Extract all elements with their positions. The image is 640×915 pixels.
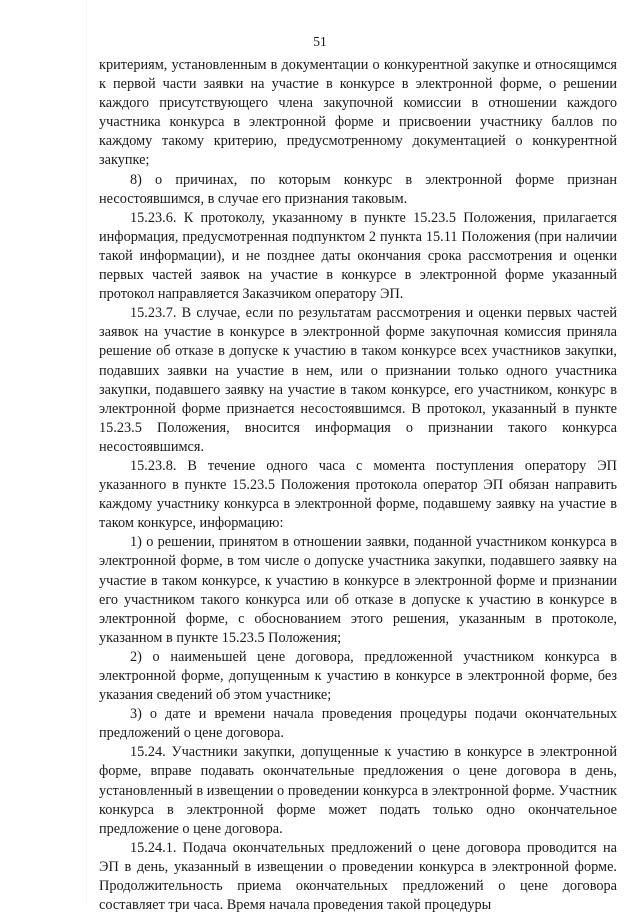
scan-edge-line: [86, 0, 87, 905]
paragraph-15-23-8: 15.23.8. В течение одного часа с момента поступления оператору ЭП указанного в пункте 15.23.5 Положения протокола оператор ЭП обязан направить каждому участнику конкурса в электронной форме, подавшему заявку на участие в таком конкурсе, информацию:: [99, 457, 617, 532]
paragraph-subitem-2: 2) о наименьшей цене договора, предложенной участником конкурса в электронной форме, допущенным к участию в конкурсе в электронной форме, без указания сведений об этом участнике;: [99, 648, 617, 704]
document-body: [99, 56, 617, 915]
paragraph-continuation: критериям, установленным в документации о конкурентной закупке и относящимся к первой части заявки на участие в конкурсе в электронной форме, о решении каждого присутствующего члена закупочной комиссии в отношении каждого участника конкурса в электронной форме и присвоении участнику баллов по каждому такому критерию, предусмотренному документацией о конкурентной закупке;: [99, 57, 617, 169]
paragraph-subitem-1: 1) о решении, принятом в отношении заявки, поданной участником конкурса в электронной форме, в том числе о допуске участника закупки, подавшего заявку на участие в таком конкурсе, к участию в конкурсе в электронной форме и признании его участником такого конкурса или об отказе в допуске к участию в конкурсе в электронной форме, с обоснованием этого решения, указанным в протоколе, указанном в пункте 15.23.5 Положения;: [99, 534, 617, 646]
paragraph-item-8: 8) о причинах, по которым конкурс в электронной форме признан несостоявшимся, в случае его признания таковым.: [99, 171, 617, 207]
paragraph-15-23-7: 15.23.7. В случае, если по результатам рассмотрения и оценки первых частей заявок на участие в конкурсе в электронной форме закупочная комиссия приняла решение об отказе в допуске к участию в таком конкурсе всех участников закупки, подавших заявки на участие в нем, или о признании только одного участника закупки, подавшего заявку на участие в таком конкурсе, его участником, конкурс в электронной форме признается несостоявшимся. В протокол, указанный в пункте 15.23.5 Положения, вносится информация о признании такого конкурса несостоявшимся.: [99, 305, 617, 455]
paragraph-15-24-1: 15.24.1. Подача окончательных предложений о цене договора проводится на ЭП в день, указанный в извещении о проведении конкурса в электронной форме. Продолжительность приема окончательных предложений о цене договора составляет три часа. Время начала проведения такой процедуры: [99, 839, 617, 914]
paragraph-15-23-6: 15.23.6. К протоколу, указанному в пункте 15.23.5 Положения, прилагается информация, предусмотренная подпунктом 2 пункта 15.11 Положения (при наличии такой информации), и не позднее даты окончания срока рассмотрения и оценки первых частей заявок на участие в конкурсе в электронной форме указанный протокол направляется Заказчиком оператору ЭП.: [99, 209, 617, 303]
paragraph-15-24: 15.24. Участники закупки, допущенные к участию в конкурсе в электронной форме, вправе подавать окончательные предложения о цене договора в день, установленный в извещении о проведении конкурса в электронной форме. Участник конкурса в электронной форме может подать только одно окончательное предложение о цене договора.: [99, 744, 617, 837]
paragraph-subitem-3: 3) о дате и времени начала проведения процедуры подачи окончательных предложений о цене договора.: [99, 706, 617, 742]
page-number: 51: [313, 34, 327, 49]
